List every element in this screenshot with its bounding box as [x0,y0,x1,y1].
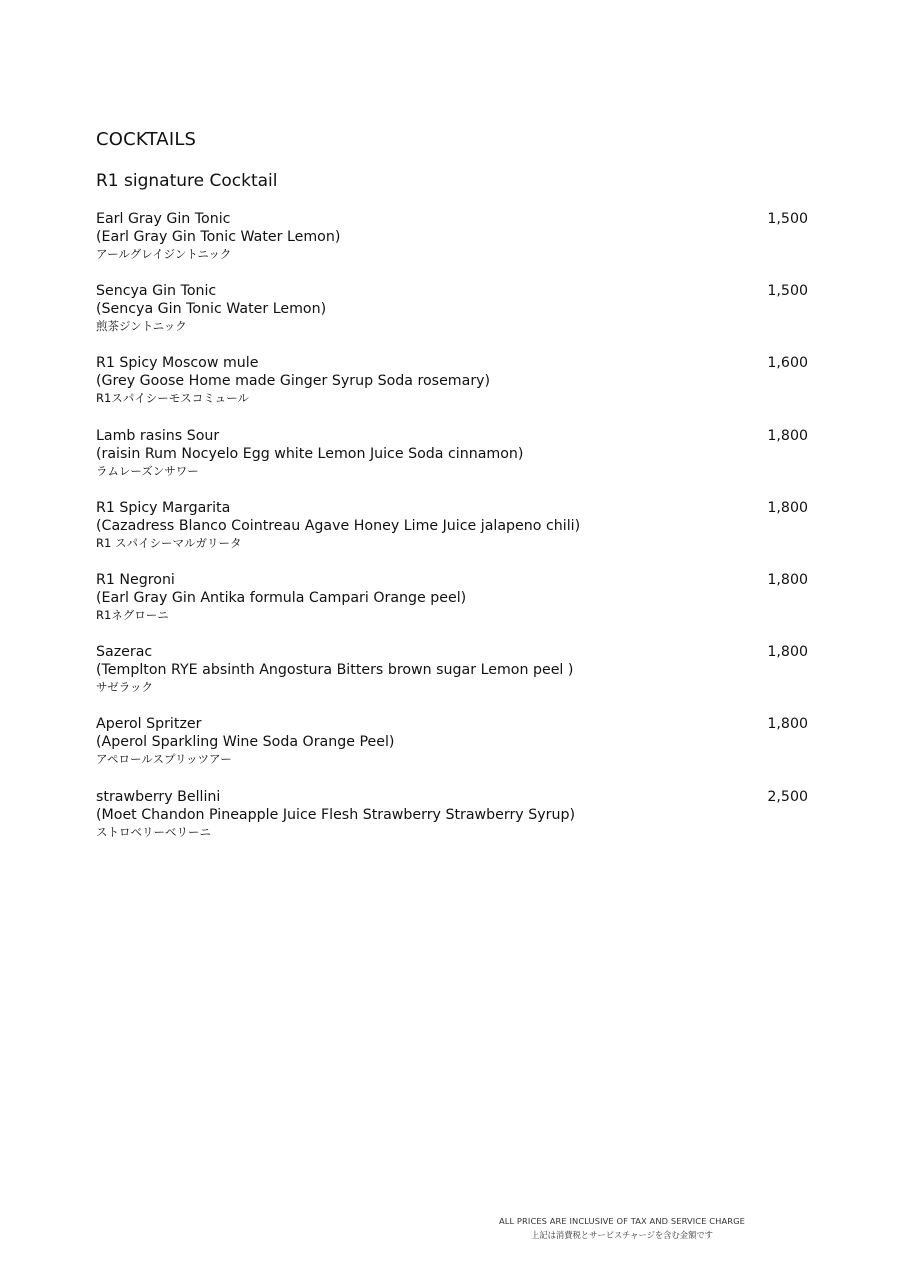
item-ingredients: (Sencya Gin Tonic Water Lemon) [96,301,327,318]
item-japanese-name: R1スパイシーモスコミュール [96,391,249,406]
item-price: 1,500 [767,283,808,300]
item-ingredients: (Earl Gray Gin Tonic Water Lemon) [96,229,341,245]
menu-item [96,643,810,715]
item-price: 1,800 [767,571,808,588]
item-name: Earl Gray Gin Tonic [96,211,231,227]
item-name: R1 Spicy Margarita [96,499,231,516]
item-japanese-name: アールグレイジントニック [96,247,232,261]
item-ingredients: (Moet Chandon Pineapple Juice Flesh Strawberry Strawberry Syrup) [96,806,575,823]
item-ingredients: (Aperol Sparkling Wine Soda Orange Peel) [96,734,395,751]
item-price: 1,800 [767,427,808,444]
item-name: Sencya Gin Tonic [96,283,217,300]
item-price: 1,800 [767,644,808,661]
item-ingredients: (Grey Goose Home made Ginger Syrup Soda rosemary) [96,373,491,390]
item-japanese-name: ラムレーズンサワー [96,463,199,478]
item-price: 1,800 [767,499,808,516]
menu-item [96,427,810,499]
item-price: 1,500 [767,211,808,227]
menu-item [96,499,810,571]
section-title: COCKTAILS [96,129,197,150]
item-name: Lamb rasins Sour [96,427,220,444]
item-price: 2,500 [767,788,808,805]
item-japanese-name: 煎茶ジントニック [96,319,187,334]
menu-item [96,354,810,426]
item-ingredients: (raisin Rum Nocyelo Egg white Lemon Juice Soda cinnamon) [96,445,524,462]
item-ingredients: (Templton RYE absinth Angostura Bitters brown sugar Lemon peel ) [96,662,574,679]
item-name: strawberry Bellini [96,788,221,805]
item-name: R1 Spicy Moscow mule [96,355,259,372]
footer-english-note: ALL PRICES ARE INCLUSIVE OF TAX AND SERVICE CHARGE [498,1216,746,1226]
subsection-title: R1 signature Cocktail [96,171,278,191]
item-name: Sazerac [96,644,153,661]
item-japanese-name: ストロベリーベリーニ [96,824,211,839]
footer-japanese-note: 上記は消費税とサービスチャージを含む金額です [531,1230,713,1240]
item-ingredients: (Earl Gray Gin Antika formula Campari Orange peel) [96,589,467,606]
item-japanese-name: R1 スパイシーマルガリータ [96,535,242,550]
item-name: Aperol Spritzer [96,716,202,733]
item-price: 1,800 [767,716,808,733]
menu-item [96,571,810,643]
menu-item [96,210,810,282]
menu-item [96,788,810,860]
item-japanese-name: サゼラック [96,680,154,695]
item-japanese-name: アペロールスプリッツアー [96,752,232,767]
item-japanese-name: R1ネグローニ [96,607,169,622]
menu-item [96,715,810,787]
item-ingredients: (Cazadress Blanco Cointreau Agave Honey Lime Juice jalapeno chili) [96,517,581,534]
item-price: 1,600 [767,355,808,372]
cocktail-list [96,210,810,860]
item-name: R1 Negroni [96,571,175,588]
price-note-footer [480,1215,764,1243]
menu-item [96,282,810,354]
